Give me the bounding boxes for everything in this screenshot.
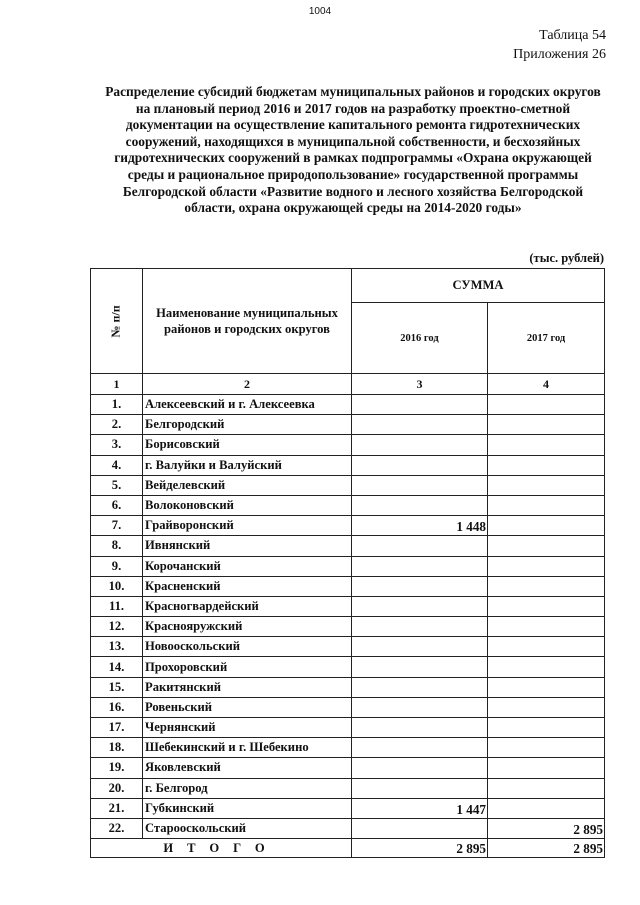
district-name: Ровеньский — [143, 697, 352, 717]
district-name: Новооскольский — [143, 637, 352, 657]
header-year-2017: 2017 год — [488, 303, 605, 374]
column-index: 2 — [143, 374, 352, 395]
value-2017 — [488, 677, 605, 697]
row-number: 8. — [91, 536, 143, 556]
table-row — [91, 818, 605, 838]
row-number: 22. — [91, 818, 143, 838]
row-number: 12. — [91, 617, 143, 637]
value-2016 — [352, 576, 488, 596]
table-row — [91, 758, 605, 778]
row-number: 20. — [91, 778, 143, 798]
value-2017 — [488, 576, 605, 596]
value-2016 — [352, 395, 488, 415]
value-2016 — [352, 435, 488, 455]
row-number: 10. — [91, 576, 143, 596]
column-index: 1 — [91, 374, 143, 395]
district-name: Губкинский — [143, 798, 352, 818]
header-num: № п/п — [108, 304, 123, 338]
page-number: 1004 — [308, 6, 332, 17]
district-name: Шебекинский и г. Шебекино — [143, 738, 352, 758]
value-2016 — [352, 818, 488, 838]
row-number: 9. — [91, 556, 143, 576]
table-row — [91, 798, 605, 818]
table-row — [91, 395, 605, 415]
header-num-cell — [91, 269, 143, 374]
table-row — [91, 495, 605, 515]
header-year-2016: 2016 год — [352, 303, 488, 374]
value-2017 — [488, 415, 605, 435]
district-name: г. Белгород — [143, 778, 352, 798]
value-2017 — [488, 475, 605, 495]
title-line: области, охрана окружающей среды на 2014-2020 годы» — [184, 200, 522, 216]
column-index: 4 — [488, 374, 605, 395]
value-2016 — [352, 596, 488, 616]
table-row — [91, 657, 605, 677]
title-line: Распределение субсидий бюджетам муниципальных районов и городских округов — [105, 84, 601, 99]
value-2017: 2 895 — [488, 818, 605, 838]
title-line: гидротехнических сооружений в рамках подпрограммы «Охрана окружающей — [114, 150, 592, 166]
value-2016: 1 447 — [352, 798, 488, 818]
district-name: Волоконовский — [143, 495, 352, 515]
row-number: 3. — [91, 435, 143, 455]
table-row — [91, 738, 605, 758]
value-2017 — [488, 657, 605, 677]
title-line: сооружений, находящихся в муниципальной собственности, и бесхозяйных — [125, 133, 581, 149]
district-name: Борисовский — [143, 435, 352, 455]
value-2017 — [488, 536, 605, 556]
value-2017 — [488, 435, 605, 455]
value-2016 — [352, 738, 488, 758]
title-line: на плановый период 2016 и 2017 годов на разработку проектно-сметной — [135, 100, 571, 116]
table-row — [91, 556, 605, 576]
value-2016 — [352, 697, 488, 717]
value-2016 — [352, 637, 488, 657]
value-2016 — [352, 657, 488, 677]
value-2017 — [488, 596, 605, 616]
value-2017 — [488, 556, 605, 576]
row-number: 7. — [91, 516, 143, 536]
value-2017 — [488, 778, 605, 798]
value-2017 — [488, 637, 605, 657]
row-number: 4. — [91, 455, 143, 475]
district-name: Грайворонский — [143, 516, 352, 536]
value-2017 — [488, 617, 605, 637]
header-name: Наименование муниципальных районов и городских округов — [143, 269, 352, 374]
row-number: 21. — [91, 798, 143, 818]
row-number: 5. — [91, 475, 143, 495]
table-row — [91, 435, 605, 455]
value-2017 — [488, 758, 605, 778]
title-line: среды и рациональное природопользование» государственной программы — [127, 166, 579, 182]
table-row — [91, 475, 605, 495]
value-2017 — [488, 455, 605, 475]
district-name: Алексеевский и г. Алексеевка — [143, 395, 352, 415]
value-2016 — [352, 758, 488, 778]
total-2017: 2 895 — [488, 839, 605, 858]
row-number: 2. — [91, 415, 143, 435]
value-2017 — [488, 495, 605, 515]
total-label: ИТОГО — [91, 839, 352, 858]
value-2016: 1 448 — [352, 516, 488, 536]
value-2016 — [352, 495, 488, 515]
district-name: Красненский — [143, 576, 352, 596]
row-number: 16. — [91, 697, 143, 717]
value-2016 — [352, 415, 488, 435]
table-row — [91, 677, 605, 697]
value-2016 — [352, 536, 488, 556]
value-2016 — [352, 778, 488, 798]
table-row — [91, 778, 605, 798]
column-index-row — [91, 374, 605, 395]
subsidy-table — [90, 268, 605, 858]
district-name: Ивнянский — [143, 536, 352, 556]
header-row — [91, 269, 605, 303]
district-name: Белгородский — [143, 415, 352, 435]
table-row — [91, 415, 605, 435]
district-name: Вейделевский — [143, 475, 352, 495]
table-row — [91, 536, 605, 556]
district-name: г. Валуйки и Валуйский — [143, 455, 352, 475]
row-number: 1. — [91, 395, 143, 415]
total-2016: 2 895 — [352, 839, 488, 858]
table-row — [91, 617, 605, 637]
value-2017 — [488, 516, 605, 536]
table-label: Таблица 54 — [539, 28, 606, 43]
table-row — [91, 718, 605, 738]
row-number: 6. — [91, 495, 143, 515]
row-number: 18. — [91, 738, 143, 758]
row-number: 17. — [91, 718, 143, 738]
header-sum: СУММА — [352, 269, 605, 303]
column-index: 3 — [352, 374, 488, 395]
district-name: Ракитянский — [143, 677, 352, 697]
table-row — [91, 637, 605, 657]
value-2017 — [488, 738, 605, 758]
table-row — [91, 576, 605, 596]
district-name: Корочанский — [143, 556, 352, 576]
value-2017 — [488, 697, 605, 717]
table-row — [91, 697, 605, 717]
value-2016 — [352, 455, 488, 475]
total-row — [91, 839, 605, 858]
table-row — [91, 596, 605, 616]
row-number: 11. — [91, 596, 143, 616]
title-line: Белгородской области «Развитие водного и лесного хозяйства Белгородской — [122, 183, 584, 199]
value-2017 — [488, 718, 605, 738]
district-name: Старооскольский — [143, 818, 352, 838]
value-2016 — [352, 475, 488, 495]
units-label: (тыс. рублей) — [529, 251, 604, 265]
value-2017 — [488, 798, 605, 818]
title-line: документации на осуществление капитального ремонта гидротехнических — [125, 117, 581, 133]
value-2017 — [488, 395, 605, 415]
table-row — [91, 516, 605, 536]
appendix-label: Приложения 26 — [513, 47, 606, 62]
value-2016 — [352, 556, 488, 576]
document-title — [96, 84, 610, 217]
row-number: 19. — [91, 758, 143, 778]
value-2016 — [352, 677, 488, 697]
row-number: 15. — [91, 677, 143, 697]
value-2016 — [352, 718, 488, 738]
row-number: 14. — [91, 657, 143, 677]
row-number: 13. — [91, 637, 143, 657]
district-name: Прохоровский — [143, 657, 352, 677]
district-name: Краснояружский — [143, 617, 352, 637]
district-name: Красногвардейский — [143, 596, 352, 616]
value-2016 — [352, 617, 488, 637]
table-row — [91, 455, 605, 475]
district-name: Яковлевский — [143, 758, 352, 778]
district-name: Чернянский — [143, 718, 352, 738]
